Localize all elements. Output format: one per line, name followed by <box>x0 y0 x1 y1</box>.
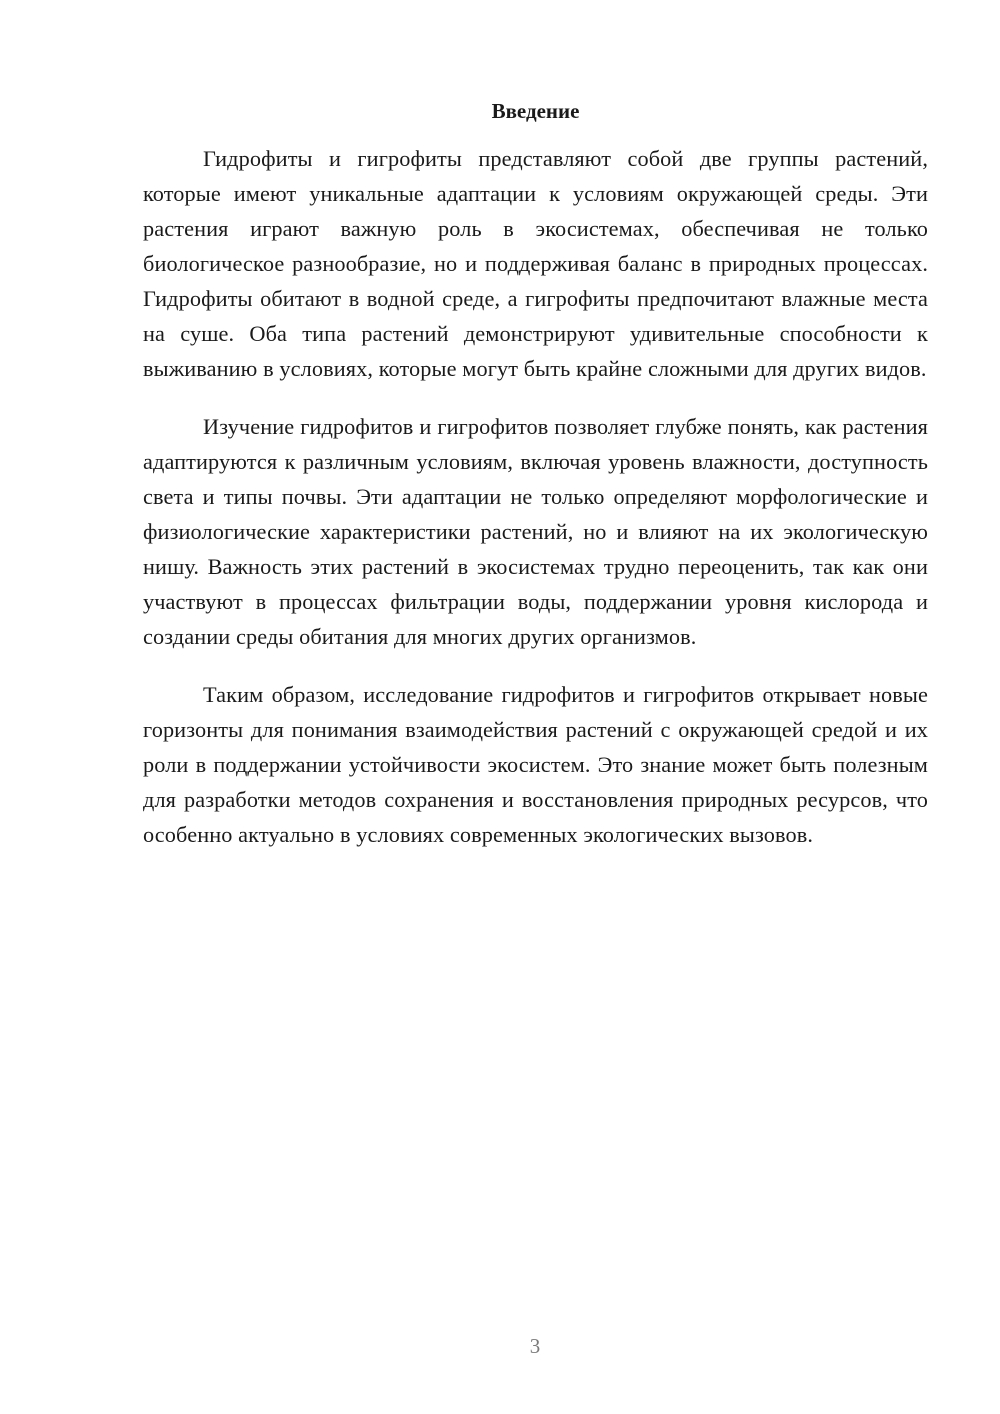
paragraph-3: Таким образом, исследование гидрофитов и гигрофитов открывает новые горизонты для понимания взаимодействия растений с окружающей средой и их роли в поддержании устойчивости экосистем. Это знание может быть полезным для разработки методов сохранения и восстановления природных ресурсов, что особенно актуально в условиях современных экологических вызовов. <box>143 682 928 847</box>
paragraph-2: Изучение гидрофитов и гигрофитов позволяет глубже понять, как растения адаптируются к различным условиям, включая уровень влажности, доступность света и типы почвы. Эти адаптации не только определяют морфологические и физиологические характеристики растений, но и влияют на их экологическую нишу. Важность этих растений в экосистемах трудно переоценить, так как они участвуют в процессах фильтрации воды, поддержании уровня кислорода и создании среды обитания для многих других организмов. <box>143 414 928 649</box>
section-heading: Введение <box>491 99 580 123</box>
paragraph-1: Гидрофиты и гигрофиты представляют собой две группы растений, которые имеют уникальные адаптации к условиям окружающей среды. Эти растения играют важную роль в экосистемах, обеспечивая не только биологическое разнообразие, но и поддерживая баланс в природных процессах. Гидрофиты обитают в водной среде, а гигрофиты предпочитают влажные места на суше. Оба типа растений демонстрируют удивительные способности к выживанию в условиях, которые могут быть крайне сложными для других видов. <box>143 146 928 381</box>
body-text <box>143 141 928 875</box>
page-number: 3 <box>529 1334 541 1358</box>
